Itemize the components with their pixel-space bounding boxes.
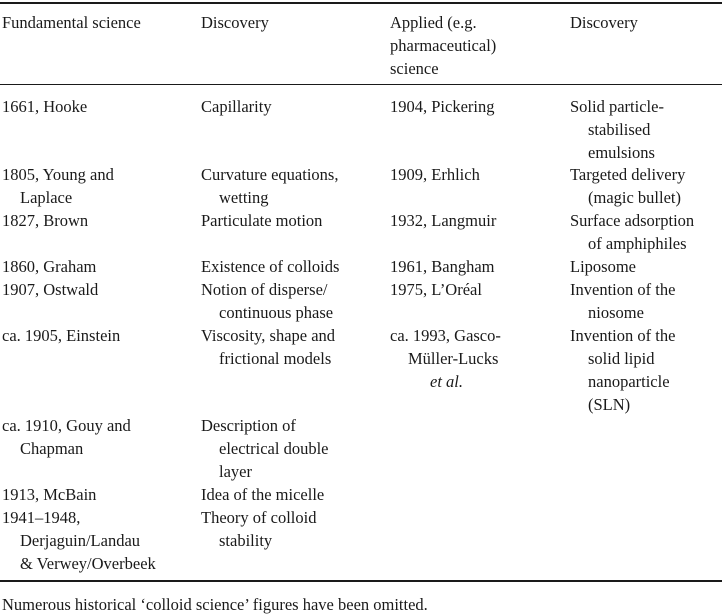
cell-line: & Verwey/Overbeek [20,554,156,573]
cell-line: stabilised [588,120,651,139]
fundamental-row-3-discovery [201,209,322,232]
header-line: Applied (e.g. [390,13,477,32]
applied-row-6-science [390,324,501,393]
header-fundamental-science [2,11,141,34]
table-footnote: Numerous historical ‘colloid science’ figures have been omitted. [2,595,428,614]
cell-line: (SLN) [588,395,631,414]
cell-line: ca. 1993, Gasco- [390,326,501,345]
fundamental-row-6-science [2,324,120,347]
cell-line: 1827, Brown [2,211,89,230]
header-line: Discovery [570,13,638,32]
cell-line: Curvature equations, [201,165,339,184]
cell-line: electrical double [219,439,329,458]
applied-row-5-science [390,278,482,301]
header-line: Discovery [201,13,269,32]
cell-line: 1913, McBain [2,485,97,504]
header-line: pharmaceutical) [390,36,497,55]
header-line: Fundamental science [2,13,141,32]
cell-line: Müller-Lucks [408,349,499,368]
fundamental-row-6-discovery [201,324,335,370]
applied-row-1-discovery [570,95,664,164]
applied-row-3-discovery [570,209,694,255]
header-discovery-1 [201,11,269,34]
table-bottom-rule [0,580,722,582]
fundamental-row-2-discovery [201,163,338,209]
applied-row-2-science [390,163,480,186]
header-discovery-2 [570,11,638,34]
cell-line: (magic bullet) [588,188,682,207]
fundamental-row-3-science [2,209,88,232]
cell-line: Liposome [570,257,636,276]
applied-row-5-discovery [570,278,675,324]
cell-line: frictional models [219,349,332,368]
fundamental-row-8-discovery [201,483,324,506]
cell-line: solid lipid [588,349,655,368]
fundamental-row-4-science [2,255,96,278]
cell-line: Notion of disperse/ [201,280,328,299]
cell-line: Solid particle- [570,97,664,116]
applied-row-4-discovery [570,255,636,278]
cell-line: 1941–1948, [2,508,81,527]
fundamental-row-7-science [2,414,131,460]
cell-line: Chapman [20,439,84,458]
applied-row-2-discovery [570,163,685,209]
cell-line: wetting [219,188,269,207]
cell-line: Derjaguin/Landau [20,531,141,550]
cell-line: 1860, Graham [2,257,97,276]
cell-line: Theory of colloid [201,508,317,527]
cell-line: emulsions [588,143,655,162]
cell-line: layer [219,462,252,481]
cell-line: Invention of the [570,280,676,299]
cell-line: nanoparticle [588,372,670,391]
fundamental-row-1-science [2,95,87,118]
cell-line: Existence of colloids [201,257,340,276]
cell-line: Particulate motion [201,211,323,230]
cell-line: stability [219,531,273,550]
cell-line: Invention of the [570,326,676,345]
applied-row-1-science [390,95,495,118]
fundamental-row-7-discovery [201,414,328,483]
cell-line: of amphiphiles [588,234,687,253]
cell-line: Idea of the micelle [201,485,325,504]
fundamental-row-2-science [2,163,114,209]
cell-line: 1909, Erhlich [390,165,480,184]
cell-line: 1661, Hooke [2,97,88,116]
fundamental-row-8-science [2,483,96,506]
header-rule [0,84,722,85]
cell-line: Description of [201,416,296,435]
cell-line: Laplace [20,188,73,207]
cell-line: ca. 1910, Gouy and [2,416,131,435]
cell-line: niosome [588,303,644,322]
fundamental-row-5-science [2,278,98,301]
cell-line: et al. [430,372,463,391]
table-top-rule [0,2,722,4]
fundamental-row-9-science [2,506,156,575]
cell-line: continuous phase [219,303,334,322]
applied-row-4-science [390,255,495,278]
header-line: science [390,59,439,78]
fundamental-row-1-discovery [201,95,272,118]
cell-line: 1904, Pickering [390,97,495,116]
applied-row-3-science [390,209,496,232]
applied-row-6-discovery [570,324,675,416]
header-applied-science [390,11,496,80]
cell-line: 1805, Young and [2,165,114,184]
cell-line: 1975, L’Oréal [390,280,482,299]
fundamental-row-9-discovery [201,506,316,552]
cell-line: Targeted delivery [570,165,686,184]
cell-line: 1907, Ostwald [2,280,99,299]
cell-line: 1961, Bangham [390,257,495,276]
cell-line: 1932, Langmuir [390,211,497,230]
cell-line: Capillarity [201,97,272,116]
cell-line: ca. 1905, Einstein [2,326,121,345]
cell-line: Surface adsorption [570,211,695,230]
cell-line: Viscosity, shape and [201,326,336,345]
fundamental-row-5-discovery [201,278,333,324]
fundamental-row-4-discovery [201,255,339,278]
